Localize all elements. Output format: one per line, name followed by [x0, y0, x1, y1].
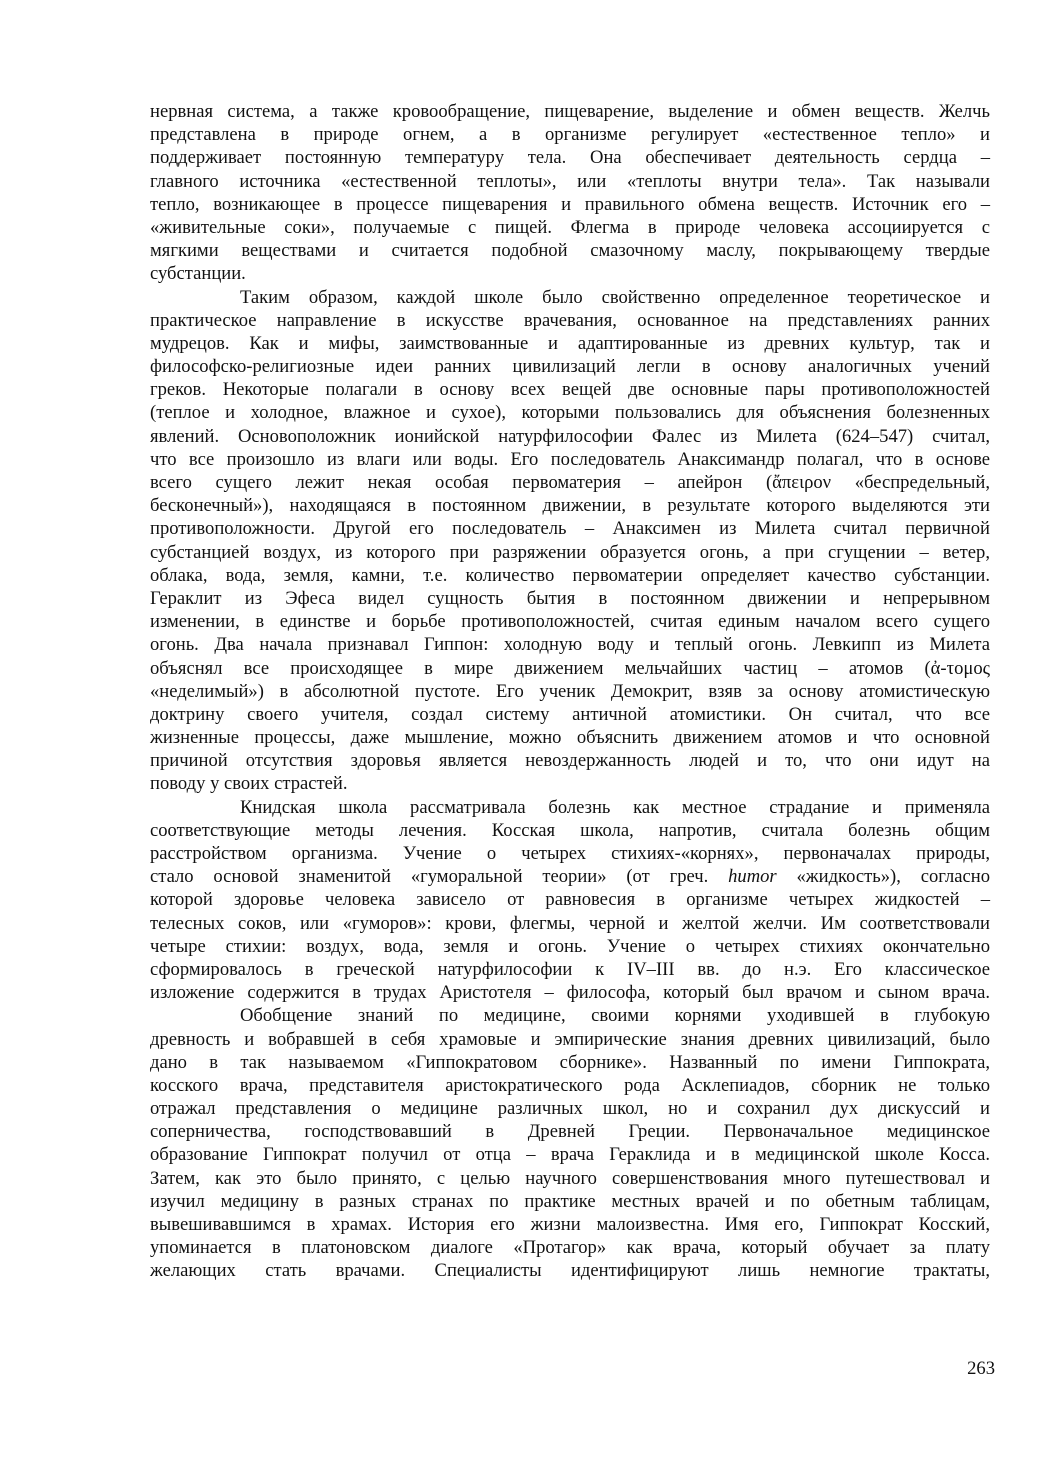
text-line: субстанции.: [150, 263, 246, 285]
text-line: мягкими веществами и считается подобной смазочному маслу, покрывающему твердые: [150, 240, 990, 262]
text-line: желающих стать врачами. Специалисты идентифицируют лишь немногие трактаты,: [150, 1260, 990, 1282]
text-line: отражал представления о медицине различных школ, но и сохранил дух дискуссий и: [150, 1098, 990, 1120]
text-line: изучил медицину в разных странах по практике местных врачей и по обетным таблицам,: [150, 1190, 990, 1212]
text-segment: стало основой знаменитой «гуморальной теории» (от греч.: [150, 866, 729, 888]
text-line: всего сущего лежит некая особая первоматерия – апейрон (ἄπειρον «беспредельный,: [150, 472, 990, 493]
text-line: практическое направление в искусстве врачевания, основанное на представлениях ранних: [150, 309, 990, 331]
text-line: вывешивавшимся в храмах. История его жизни малоизвестна. Имя его, Гиппократ Косский,: [150, 1214, 990, 1235]
text-line: облака, вода, земля, камни, т.е. количество первоматерии определяет качество субстанции.: [150, 564, 990, 586]
text-line: поводу у своих страстей.: [150, 773, 348, 795]
text-line: дано в так называемом «Гиппократовом сборнике». Названный по имени Гиппократа,: [150, 1051, 990, 1073]
text-line: изменении, в единстве и борьбе противоположностей, считая единым началом всего сущего: [150, 611, 990, 633]
text-line: соответствующие методы лечения. Косская школа, напротив, считала болезнь общим: [150, 819, 990, 841]
text-line: противоположности. Другой его последователь – Анаксимен из Милета считал первичной: [150, 518, 990, 540]
text-line: что все произошло из влаги или воды. Его последователь Анаксимандр полагал, что в основе: [150, 448, 990, 470]
text-line: греков. Некоторые полагали в основу всех вещей две основные пары противоположностей: [150, 379, 990, 401]
text-line: жизненные процессы, даже мышление, можно объяснить движением атомов и что основной: [150, 727, 990, 749]
text-line: бесконечный»), находящаяся в постоянном движении, в результате которого выделяются эти: [150, 495, 990, 517]
text-line: доктрину своего учителя, создал систему античной атомистики. Он считал, что все: [150, 703, 990, 725]
text-line: Книдская школа рассматривала болезнь как местное страдание и применяла: [240, 796, 990, 818]
text-line: философско-религиозные идеи ранних цивилизаций легли в основу аналогичных учений: [150, 356, 990, 378]
text-line: субстанцией воздух, из которого при разряжении образуется огонь, а при сгущении – ветер,: [150, 541, 990, 563]
text-line: явлений. Основоположник ионийской натурфилософии Фалес из Милета (624–547) считал,: [150, 425, 990, 447]
text-line: [150, 865, 990, 888]
text-line: поддерживает постоянную температуру тела. Она обеспечивает деятельность сердца –: [150, 147, 990, 169]
text-line: сформировалось в греческой натурфилософии к IV–III вв. до н.э. Его классическое: [150, 958, 990, 980]
text-line: представлена в природе огнем, а в организме регулирует «естественное тепло» и: [150, 124, 990, 146]
text-line: изложение содержится в трудах Аристотеля – философа, который был врачом и сыном врача.: [150, 982, 990, 1004]
text-line: огонь. Два начала признавал Гиппон: холодную воду и теплый огонь. Левкипп из Милета: [150, 634, 990, 656]
text-segment: «жидкость»), согласно: [776, 866, 990, 888]
text-line: объяснял все происходящее в мире движением мельчайших частиц – атомов (ἀ-τομος: [150, 657, 990, 679]
text-line: (теплое и холодное, влажное и сухое), которыми пользовались для объяснения болезненных: [150, 402, 990, 424]
text-line: мудрецов. Как и мифы, заимствованные и адаптированные из древних культур, так и: [150, 332, 990, 354]
text-line: «неделимый») в абсолютной пустоте. Его ученик Демокрит, взяв за основу атомистическую: [150, 680, 990, 702]
body-text: [150, 100, 990, 1283]
text-line: косского врача, представителя аристократического рода Асклепиадов, сборник не только: [150, 1074, 990, 1096]
text-line: древность и вобравшей в себя храмовые и эмпирические знания древних цивилизаций, было: [150, 1028, 990, 1050]
text-line: тепло, возникающее в процессе пищеварения и правильного обмена веществ. Источник его –: [150, 193, 990, 215]
text-line: Обобщение знаний по медицине, своими корнями уходившей в глубокую: [240, 1005, 990, 1027]
text-line: телесных соков, или «гуморов»: крови, флегмы, черной и желтой желчи. Им соответствовали: [150, 912, 990, 934]
text-line: причиной отсутствия здоровья является невоздержанность людей и то, что они идут на: [150, 750, 990, 772]
text-line: расстройством организма. Учение о четырех стихиях-«корнях», первоначалах природы,: [150, 843, 990, 864]
text-line: четыре стихии: воздух, вода, земля и огонь. Учение о четырех стихиях окончательно: [150, 935, 990, 957]
text-line: Гераклит из Эфеса видел сущность бытия в постоянном движении и непрерывном: [150, 587, 990, 609]
page-number: 263: [967, 1358, 995, 1379]
text-line: Затем, как это было принято, с целью научного совершенствования много путешествовал и: [150, 1167, 990, 1189]
text-line: соперничества, господствовавший в Древней Греции. Первоначальное медицинское: [150, 1121, 990, 1143]
text-line: нервная система, а также кровообращение, пищеварение, выделение и обмен веществ. Желчь: [150, 101, 990, 122]
text-line: образование Гиппократ получил от отца – врача Гераклида и в медицинской школе Косса.: [150, 1144, 990, 1166]
text-line: которой здоровье человека зависело от равновесия в организме четырех жидкостей –: [150, 889, 990, 911]
text-line: упоминается в платоновском диалоге «Протагор» как врача, который обучает за плату: [150, 1237, 990, 1259]
italic-term: humor: [728, 866, 777, 888]
text-line: главного источника «естественной теплоты», или «теплоты внутри тела». Так называли: [150, 170, 990, 192]
text-line: Таким образом, каждой школе было свойственно определенное теоретическое и: [240, 286, 990, 308]
text-line: «живительные соки», получаемые с пищей. Флегма в природе человека ассоциируется с: [150, 216, 990, 238]
